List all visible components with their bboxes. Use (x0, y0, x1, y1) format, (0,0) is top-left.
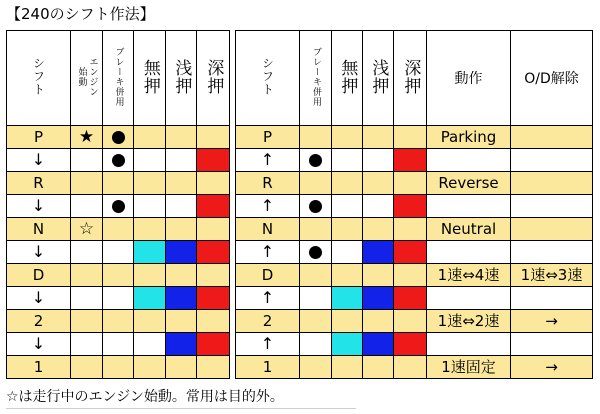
engine-cell (71, 149, 103, 172)
table-row (236, 333, 593, 356)
action-value: 1速⇔2速 (437, 311, 500, 330)
shift-arrow: ↑ (260, 242, 275, 261)
brake-cell (103, 241, 134, 264)
none-cell (134, 149, 166, 172)
shallow-blue-cell (363, 241, 394, 264)
deep-cell (394, 356, 427, 379)
table-row (236, 356, 593, 379)
brake-cell (103, 218, 134, 241)
header-action: 動作 (427, 31, 511, 126)
shift-arrow: ↓ (31, 334, 46, 353)
brake-dot-icon (309, 246, 322, 259)
table-row (7, 264, 230, 287)
shift-position: R (262, 173, 273, 192)
table-row (236, 264, 593, 287)
brake-dot-icon (309, 200, 322, 213)
none-cell (134, 333, 166, 356)
shallow-cell (363, 149, 394, 172)
header-deep-press: 深押 (197, 31, 230, 126)
brake-cell (300, 264, 332, 287)
shift-cell (7, 126, 71, 149)
action-value: 1速⇔4速 (437, 265, 500, 284)
none-cell (332, 126, 363, 149)
none-cell (134, 195, 166, 218)
shift-arrow: ↑ (260, 334, 275, 353)
shift-arrow: ↓ (31, 150, 46, 169)
header-engine-start: エンジン 始動 (71, 31, 103, 126)
action-value: Reverse (438, 173, 499, 192)
shift-position: R (33, 173, 44, 192)
shallow-blue-cell (363, 333, 394, 356)
none-cell (332, 195, 363, 218)
engine-cell (71, 310, 103, 333)
brake-cell (103, 356, 134, 379)
deep-red-cell (394, 333, 427, 356)
shift-cell (236, 195, 300, 218)
deep-cell (394, 172, 427, 195)
brake-cell (103, 333, 134, 356)
shallow-blue-cell (363, 287, 394, 310)
od-release-cell (511, 310, 593, 333)
header-brake: ブレーキ併用 (103, 31, 134, 126)
shift-arrow: ↓ (31, 288, 46, 307)
table-row (7, 172, 230, 195)
deep-cell (394, 264, 427, 287)
brake-dot-icon (112, 131, 125, 144)
shift-cell (236, 172, 300, 195)
engine-cell (71, 287, 103, 310)
deep-cell (197, 126, 230, 149)
shallow-blue-cell (166, 241, 197, 264)
filled-star-icon: ★ (78, 126, 95, 147)
od-release-cell (511, 333, 593, 356)
brake-cell (103, 126, 134, 149)
shift-cell (236, 356, 300, 379)
shift-position: N (261, 219, 274, 238)
shallow-cell (166, 218, 197, 241)
footnote: ☆は走行中のエンジン始動。常用は目的外。 (6, 389, 284, 405)
shallow-cell (363, 126, 394, 149)
brake-cell (103, 287, 134, 310)
od-release-cell (511, 195, 593, 218)
shallow-cell (363, 310, 394, 333)
shallow-cell (363, 356, 394, 379)
deep-cell (197, 264, 230, 287)
none-cell (134, 356, 166, 379)
od-release-value: → (545, 357, 558, 376)
none-cell (332, 310, 363, 333)
od-release-cell (511, 172, 593, 195)
outline-star-icon: ☆ (78, 218, 95, 239)
table-row (7, 241, 230, 264)
brake-cell (300, 333, 332, 356)
table-row (7, 356, 230, 379)
none-cell (332, 149, 363, 172)
page-title: 【240のシフト作法】 (6, 5, 155, 23)
shift-cell (236, 333, 300, 356)
none-cell (332, 218, 363, 241)
engine-cell (71, 218, 103, 241)
none-cell (332, 241, 363, 264)
deep-cell (394, 126, 427, 149)
header-deep-press: 深押 (394, 31, 427, 126)
deep-red-cell (197, 241, 230, 264)
shallow-blue-cell (166, 287, 197, 310)
brake-cell (300, 356, 332, 379)
shift-cell (7, 356, 71, 379)
deep-red-cell (197, 333, 230, 356)
header-shift: シフト (7, 31, 71, 126)
engine-cell (71, 241, 103, 264)
deep-red-cell (394, 241, 427, 264)
action-value: Neutral (440, 219, 497, 238)
none-cell (332, 172, 363, 195)
brake-cell (103, 310, 134, 333)
shift-arrow: ↑ (260, 150, 275, 169)
shallow-cell (166, 264, 197, 287)
shift-arrow: ↑ (260, 288, 275, 307)
table-row (236, 218, 593, 241)
action-value: Parking (440, 127, 497, 146)
brake-dot-icon (112, 154, 125, 167)
none-cyan-cell (134, 287, 166, 310)
engine-cell (71, 195, 103, 218)
header-no-press: 無押 (332, 31, 363, 126)
od-release-cell (511, 218, 593, 241)
table-row (236, 126, 593, 149)
action-cell (427, 149, 511, 172)
header-shallow-press: 浅押 (166, 31, 197, 126)
shallow-cell (166, 356, 197, 379)
od-release-cell (511, 264, 593, 287)
deep-red-cell (197, 149, 230, 172)
shift-cell (7, 310, 71, 333)
od-release-cell (511, 287, 593, 310)
table-row (236, 310, 593, 333)
shift-position: D (261, 265, 274, 284)
shift-cell (7, 149, 71, 172)
brake-cell (300, 172, 332, 195)
none-cyan-cell (332, 287, 363, 310)
od-release-value: 1速⇔3速 (520, 265, 583, 284)
brake-cell (300, 126, 332, 149)
shift-position: N (32, 219, 45, 238)
shallow-cell (166, 310, 197, 333)
shift-cell (7, 264, 71, 287)
brake-cell (103, 264, 134, 287)
engine-cell (71, 356, 103, 379)
header-shift: シフト (236, 31, 300, 126)
brake-cell (300, 218, 332, 241)
shift-cell (7, 172, 71, 195)
shift-position: 1 (33, 357, 44, 376)
brake-cell (300, 287, 332, 310)
shift-position: P (262, 127, 273, 146)
shift-cell (236, 241, 300, 264)
shift-cell (7, 241, 71, 264)
header-row (236, 31, 593, 126)
shift-cell (236, 126, 300, 149)
deep-red-cell (394, 195, 427, 218)
shift-cell (236, 287, 300, 310)
table-row (236, 195, 593, 218)
table-row (236, 149, 593, 172)
header-row (7, 31, 230, 126)
brake-cell (103, 172, 134, 195)
none-cyan-cell (332, 333, 363, 356)
shift-cell (7, 333, 71, 356)
none-cell (332, 356, 363, 379)
table-row (7, 126, 230, 149)
header-brake: ブレーキ併用 (300, 31, 332, 126)
none-cell (134, 126, 166, 149)
deep-red-cell (197, 287, 230, 310)
engine-cell (71, 126, 103, 149)
shallow-cell (363, 172, 394, 195)
table-row (236, 172, 593, 195)
deep-cell (197, 356, 230, 379)
deep-cell (197, 310, 230, 333)
shift-table-left (6, 30, 230, 379)
od-release-cell (511, 149, 593, 172)
table-row (7, 195, 230, 218)
engine-cell (71, 333, 103, 356)
shift-cell (7, 195, 71, 218)
shift-position: 2 (262, 311, 273, 330)
table-row (7, 218, 230, 241)
action-cell (427, 172, 511, 195)
shift-table-right (235, 30, 593, 379)
shallow-cell (363, 195, 394, 218)
shallow-cell (166, 195, 197, 218)
none-cell (332, 264, 363, 287)
brake-cell (300, 149, 332, 172)
none-cell (134, 310, 166, 333)
deep-red-cell (394, 149, 427, 172)
header-shallow-press: 浅押 (363, 31, 394, 126)
brake-cell (300, 310, 332, 333)
shift-cell (236, 218, 300, 241)
deep-red-cell (394, 287, 427, 310)
deep-cell (197, 218, 230, 241)
shift-arrow: ↑ (260, 196, 275, 215)
deep-cell (394, 310, 427, 333)
brake-dot-icon (309, 154, 322, 167)
brake-cell (300, 241, 332, 264)
shift-cell (236, 264, 300, 287)
none-cell (134, 264, 166, 287)
none-cell (134, 218, 166, 241)
shift-cell (236, 149, 300, 172)
action-cell (427, 264, 511, 287)
shift-arrow: ↓ (31, 196, 46, 215)
footnote-underline (6, 408, 356, 409)
action-value: 1速固定 (441, 357, 496, 376)
brake-cell (103, 149, 134, 172)
od-release-cell (511, 126, 593, 149)
shift-position: 1 (262, 357, 273, 376)
action-cell (427, 126, 511, 149)
od-release-cell (511, 356, 593, 379)
brake-cell (103, 195, 134, 218)
shift-position: P (33, 127, 44, 146)
shift-cell (236, 310, 300, 333)
shallow-cell (166, 172, 197, 195)
od-release-cell (511, 241, 593, 264)
action-cell (427, 310, 511, 333)
deep-cell (197, 172, 230, 195)
action-cell (427, 287, 511, 310)
action-cell (427, 333, 511, 356)
shallow-cell (166, 149, 197, 172)
action-cell (427, 356, 511, 379)
action-cell (427, 195, 511, 218)
table-row (236, 241, 593, 264)
brake-dot-icon (112, 200, 125, 213)
shallow-cell (363, 264, 394, 287)
table-row (7, 310, 230, 333)
table-row (236, 287, 593, 310)
shallow-cell (166, 126, 197, 149)
header-no-press: 無押 (134, 31, 166, 126)
shift-arrow: ↓ (31, 242, 46, 261)
action-cell (427, 241, 511, 264)
shallow-blue-cell (166, 333, 197, 356)
deep-red-cell (197, 195, 230, 218)
shift-position: D (32, 265, 45, 284)
table-row (7, 149, 230, 172)
deep-cell (394, 218, 427, 241)
brake-cell (300, 195, 332, 218)
shallow-cell (363, 218, 394, 241)
shift-position: 2 (33, 311, 44, 330)
table-row (7, 287, 230, 310)
header-od-release: O/D解除 (511, 31, 593, 126)
od-release-value: → (545, 311, 558, 330)
none-cell (134, 172, 166, 195)
engine-cell (71, 264, 103, 287)
shift-cell (7, 287, 71, 310)
table-row (7, 333, 230, 356)
engine-cell (71, 172, 103, 195)
shift-cell (7, 218, 71, 241)
action-cell (427, 218, 511, 241)
none-cyan-cell (134, 241, 166, 264)
